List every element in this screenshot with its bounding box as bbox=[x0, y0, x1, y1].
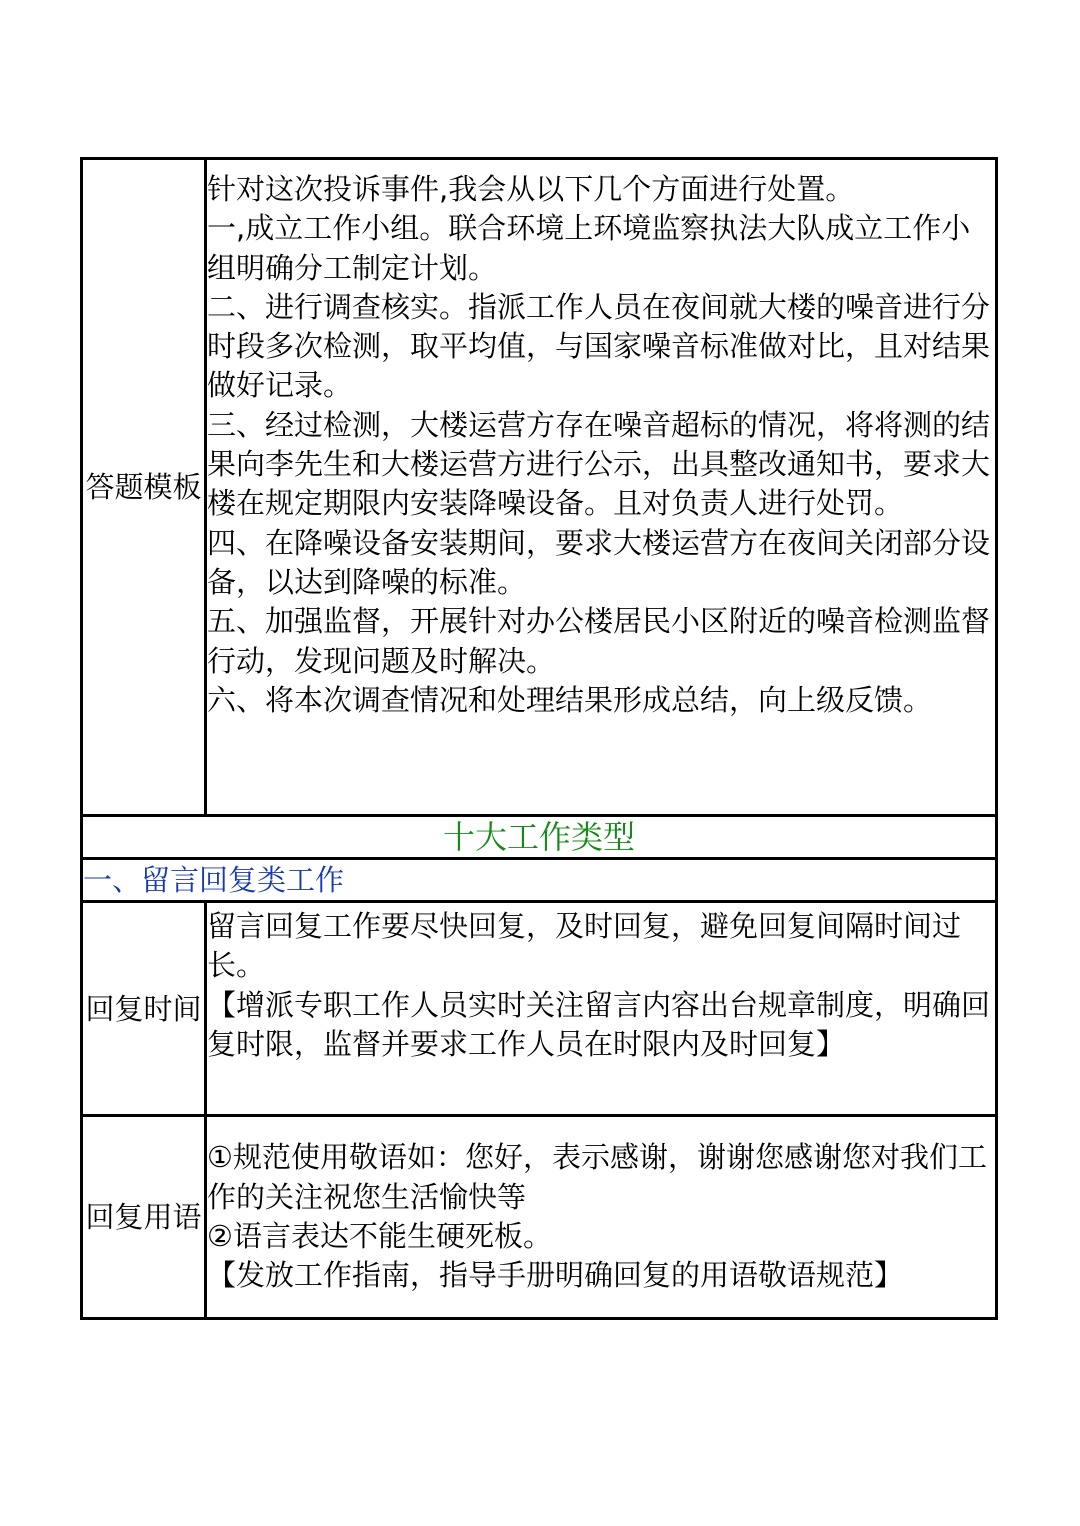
answer-template-row bbox=[82, 159, 997, 816]
reply-language-row bbox=[82, 1116, 997, 1319]
reply-language-line: 【发放工作指南，指导手册明确回复的用语敬语规范】 bbox=[207, 1258, 904, 1293]
reply-time-row bbox=[82, 902, 997, 1116]
main-title-row bbox=[82, 816, 997, 859]
answer-line: 二、进行调查核实。指派工作人员在夜间就大楼的噪音进行分时段多次检测，取平均值，与国家噪音标准做对比，且对结果做好记录。 bbox=[207, 289, 991, 403]
reply-time-content bbox=[206, 902, 997, 1116]
answer-line: 四、在降噪设备安装期间，要求大楼运营方在夜间关闭部分设备，以达到降噪的标准。 bbox=[207, 525, 991, 599]
answer-line: 针对这次投诉事件,我会从以下几个方面进行处置。 bbox=[207, 172, 855, 206]
answer-template-content bbox=[206, 159, 997, 816]
section-heading-row bbox=[82, 859, 997, 902]
answer-line: 五、加强监督，开展针对办公楼居民小区附近的噪音检测监督行动，发现问题及时解决。 bbox=[207, 604, 991, 678]
section-heading: 一、留言回复类工作 bbox=[82, 859, 997, 902]
reply-time-line: 【增派专职工作人员实时关注留言内容出台规章制度，明确回复时限，监督并要求工作人员在时限内及时回复】 bbox=[207, 987, 991, 1061]
main-title: 十大工作类型 bbox=[82, 816, 997, 859]
answer-line: 六、将本次调查情况和处理结果形成总结，向上级反馈。 bbox=[207, 682, 933, 717]
reply-language-line: ②语言表达不能生硬死板。 bbox=[207, 1219, 552, 1253]
reply-language-content bbox=[206, 1116, 997, 1319]
reply-language-line: ①规范使用敬语如：您好，表示感谢，谢谢您感谢您对我们工作的关注祝您生活愉快等 bbox=[207, 1140, 987, 1214]
answer-line: 一,成立工作小组。联合环境上环境监察执法大队成立工作小组明确分工制定计划。 bbox=[207, 211, 971, 285]
reply-time-line: 留言回复工作要尽快回复，及时回复，避免回复间隔时间过长。 bbox=[207, 909, 962, 983]
reply-time-label: 回复时间 bbox=[82, 902, 206, 1116]
document-table bbox=[80, 157, 998, 1320]
answer-line: 三、经过检测，大楼运营方存在噪音超标的情况，将将测的结果向李先生和大楼运营方进行公示，出具整改通知书，要求大楼在规定期限内安装降噪设备。且对负责人进行处罚。 bbox=[207, 407, 991, 521]
reply-language-label: 回复用语 bbox=[82, 1116, 206, 1319]
answer-template-label: 答题模板 bbox=[82, 159, 206, 816]
